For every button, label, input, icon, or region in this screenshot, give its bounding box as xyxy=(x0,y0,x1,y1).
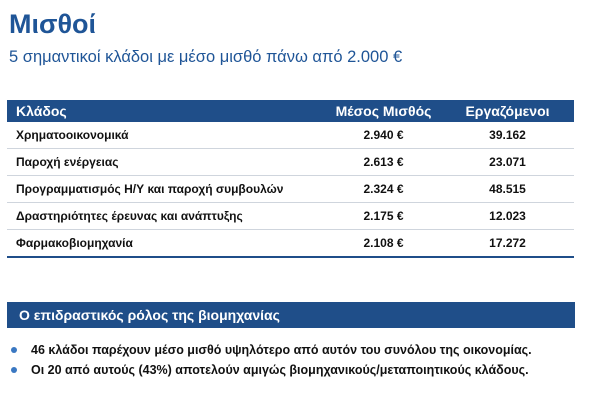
list-item xyxy=(9,360,599,380)
bullet-text: 46 κλάδοι παρέχουν μέσο μισθό υψηλότερο από αυτόν του συνόλου της οικονομίας. xyxy=(31,343,532,357)
cell-employees: 12.023 xyxy=(441,203,574,230)
section-title: Ο επιδραστικός ρόλος της βιομηχανίας xyxy=(19,307,280,323)
list-item xyxy=(9,340,599,360)
table-row xyxy=(7,149,574,176)
cell-sector: Παροχή ενέργειας xyxy=(7,149,326,176)
salary-table xyxy=(7,100,574,258)
cell-employees: 17.272 xyxy=(441,230,574,258)
bullet-text: Οι 20 από αυτούς (43%) αποτελούν αμιγώς βιομηχανικούς/μεταποιητικούς κλάδους. xyxy=(31,363,529,377)
cell-sector: Φαρμακοβιομηχανία xyxy=(7,230,326,258)
cell-sector: Προγραμματισμός Η/Υ και παροχή συμβουλών xyxy=(7,176,326,203)
cell-average-salary: 2.108 € xyxy=(326,230,441,258)
column-header-sector: Κλάδος xyxy=(7,100,326,122)
section-header-bar xyxy=(7,302,575,328)
cell-average-salary: 2.175 € xyxy=(326,203,441,230)
cell-average-salary: 2.324 € xyxy=(326,176,441,203)
cell-sector: Δραστηριότητες έρευνας και ανάπτυξης xyxy=(7,203,326,230)
column-header-employees: Εργαζόμενοι xyxy=(441,100,574,122)
bullet-icon xyxy=(11,347,17,353)
table-row xyxy=(7,176,574,203)
table-row xyxy=(7,122,574,149)
page-title: Μισθοί xyxy=(9,9,97,39)
cell-average-salary: 2.940 € xyxy=(326,122,441,149)
page-subtitle: 5 σημαντικοί κλάδοι με μέσο μισθό πάνω από 2.000 € xyxy=(9,48,403,66)
cell-employees: 23.071 xyxy=(441,149,574,176)
bullet-icon xyxy=(11,367,17,373)
table-header-row xyxy=(7,100,574,122)
cell-average-salary: 2.613 € xyxy=(326,149,441,176)
cell-sector: Χρηματοοικονομικά xyxy=(7,122,326,149)
column-header-average-salary: Μέσος Μισθός xyxy=(326,100,441,122)
table-row xyxy=(7,230,574,258)
cell-employees: 48.515 xyxy=(441,176,574,203)
cell-employees: 39.162 xyxy=(441,122,574,149)
table-row xyxy=(7,203,574,230)
bullet-list xyxy=(9,340,599,380)
